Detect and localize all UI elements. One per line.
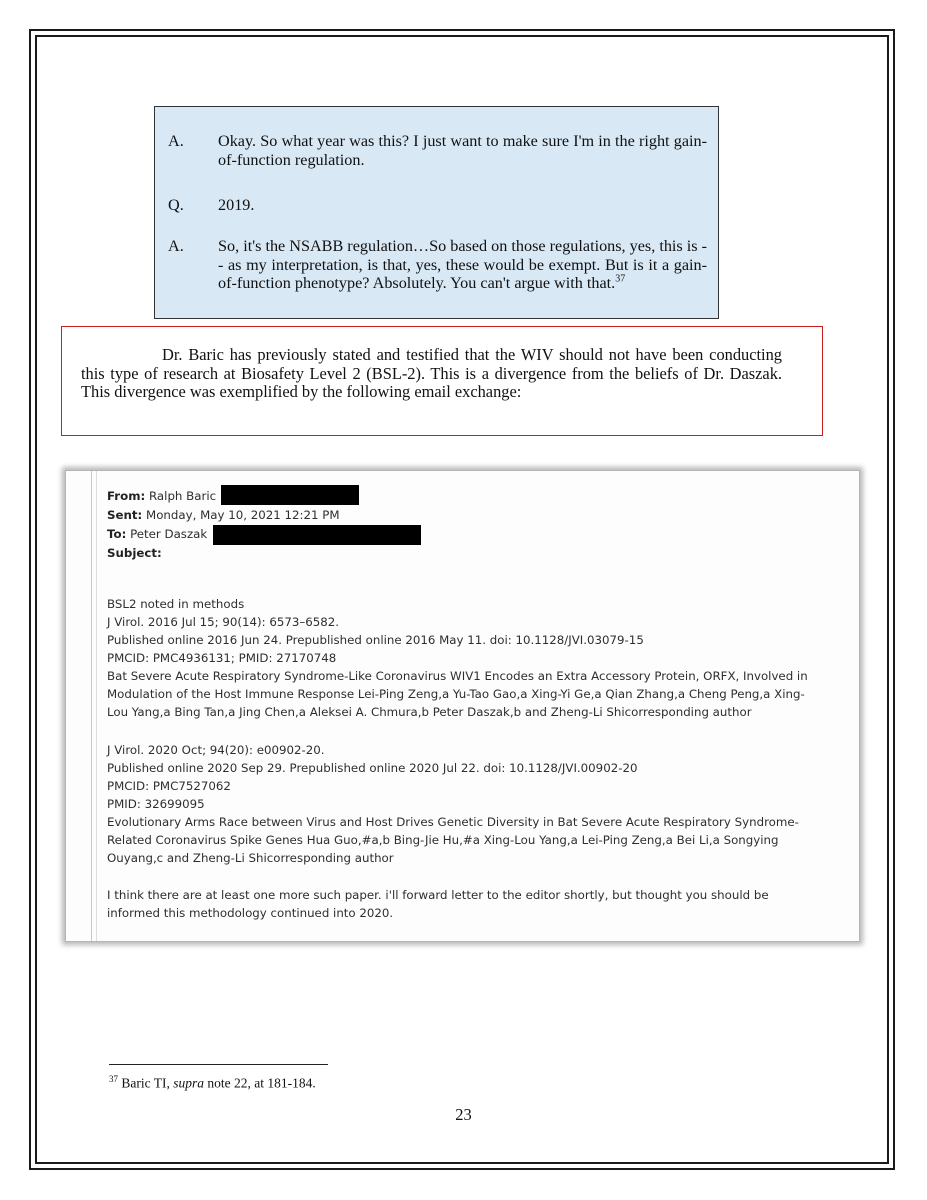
email-body-line: J Virol. 2020 Oct; 94(20): e00902-20. — [107, 743, 325, 757]
email-body-line: BSL2 noted in methods — [107, 597, 245, 611]
footnote-text-before: Baric TI, — [121, 1075, 174, 1091]
email-body-line: Bat Severe Acute Respiratory Syndrome-Like Coronavirus WIV1 Encodes an Extra Accessory Protein, ORFX, Involved in — [107, 669, 808, 683]
qa-text: Okay. So what year was this? I just want to make sure I'm in the right gain-of-function regulation. — [218, 132, 707, 169]
email-from-line — [107, 489, 216, 503]
footnote — [109, 1074, 316, 1092]
email-sent-line — [107, 508, 340, 522]
highlighted-paragraph-box — [61, 326, 823, 436]
email-body-line: informed this methodology continued into 2020. — [107, 906, 394, 920]
email-subject-line — [107, 546, 162, 560]
footnote-reference[interactable]: 37 — [615, 273, 626, 285]
email-body-line: I think there are at least one more such paper. i'll forward letter to the editor shortly, but thought you should be — [107, 888, 769, 902]
testimony-excerpt-box — [154, 106, 719, 319]
qa-text: 2019. — [218, 196, 255, 214]
email-body-line: PMCID: PMC7527062 — [107, 779, 231, 793]
footnote-number: 37 — [109, 1074, 118, 1084]
qa-speaker-label: Q. — [168, 196, 184, 214]
email-body-line: Related Coronavirus Spike Genes Hua Guo,#a,b Bing-Jie Hu,#a Xing-Lou Yang,a Lei-Ping Zeng,a Bei Li,a Songying — [107, 833, 779, 847]
qa-text: So, it's the NSABB regulation…So based on those regulations, yes, this is -- as my interpretation, is that, yes, these would be exempt. But is it a gain-of-function phenotype? Absolutely. You can't argue with that. — [218, 237, 707, 292]
footnote-text-after: note 22, at 181-184. — [204, 1075, 316, 1091]
page-number: 23 — [455, 1105, 472, 1124]
qa-speaker-label: A. — [168, 237, 184, 255]
email-body-line: Ouyang,c and Zheng-Li Shicorresponding author — [107, 851, 394, 865]
email-body-line: PMID: 32699095 — [107, 797, 205, 811]
email-to-line — [107, 527, 207, 541]
email-body-line: Lou Yang,a Bing Tan,a Jing Chen,a Aleksei A. Chmura,b Peter Daszak,b and Zheng-Li Shicorresponding author — [107, 705, 752, 719]
footnote-italic: supra — [173, 1075, 204, 1091]
email-body-line: Published online 2020 Sep 29. Prepublished online 2020 Jul 22. doi: 10.1128/JVI.00902-20 — [107, 761, 638, 775]
redaction-bar — [221, 485, 359, 505]
footnote-separator — [109, 1064, 328, 1065]
email-subject-label: Subject: — [107, 546, 162, 560]
email-body-line: Evolutionary Arms Race between Virus and Host Drives Genetic Diversity in Bat Severe Acute Respiratory Syndrome- — [107, 815, 799, 829]
qa-text-with-footnote — [218, 237, 707, 293]
email-sent-value: Monday, May 10, 2021 12:21 PM — [146, 508, 340, 522]
email-sent-label: Sent: — [107, 508, 143, 522]
email-body-line: Published online 2016 Jun 24. Prepublished online 2016 May 11. doi: 10.1128/JVI.03079-15 — [107, 633, 644, 647]
body-paragraph: Dr. Baric has previously stated and testified that the WIV should not have been conducting this type of research at Biosafety Level 2 (BSL-2). This is a divergence from the beliefs of Dr. Daszak. This divergence was exemplified by the following email exchange: — [81, 345, 782, 401]
email-to-label: To: — [107, 527, 127, 541]
email-from-label: From: — [107, 489, 146, 503]
email-to-value: Peter Daszak — [130, 527, 208, 541]
email-margin-line — [96, 471, 97, 941]
redaction-bar — [213, 525, 421, 545]
email-margin-line — [91, 471, 92, 941]
email-body-line: J Virol. 2016 Jul 15; 90(14): 6573–6582. — [107, 615, 340, 629]
qa-speaker-label: A. — [168, 132, 184, 150]
email-body-line: Modulation of the Host Immune Response Lei-Ping Zeng,a Yu-Tao Gao,a Xing-Yi Ge,a Qian Zhang,a Cheng Peng,a Xing- — [107, 687, 805, 701]
email-body-line: PMCID: PMC4936131; PMID: 27170748 — [107, 651, 337, 665]
email-screenshot — [65, 470, 860, 942]
email-from-value: Ralph Baric — [149, 489, 217, 503]
